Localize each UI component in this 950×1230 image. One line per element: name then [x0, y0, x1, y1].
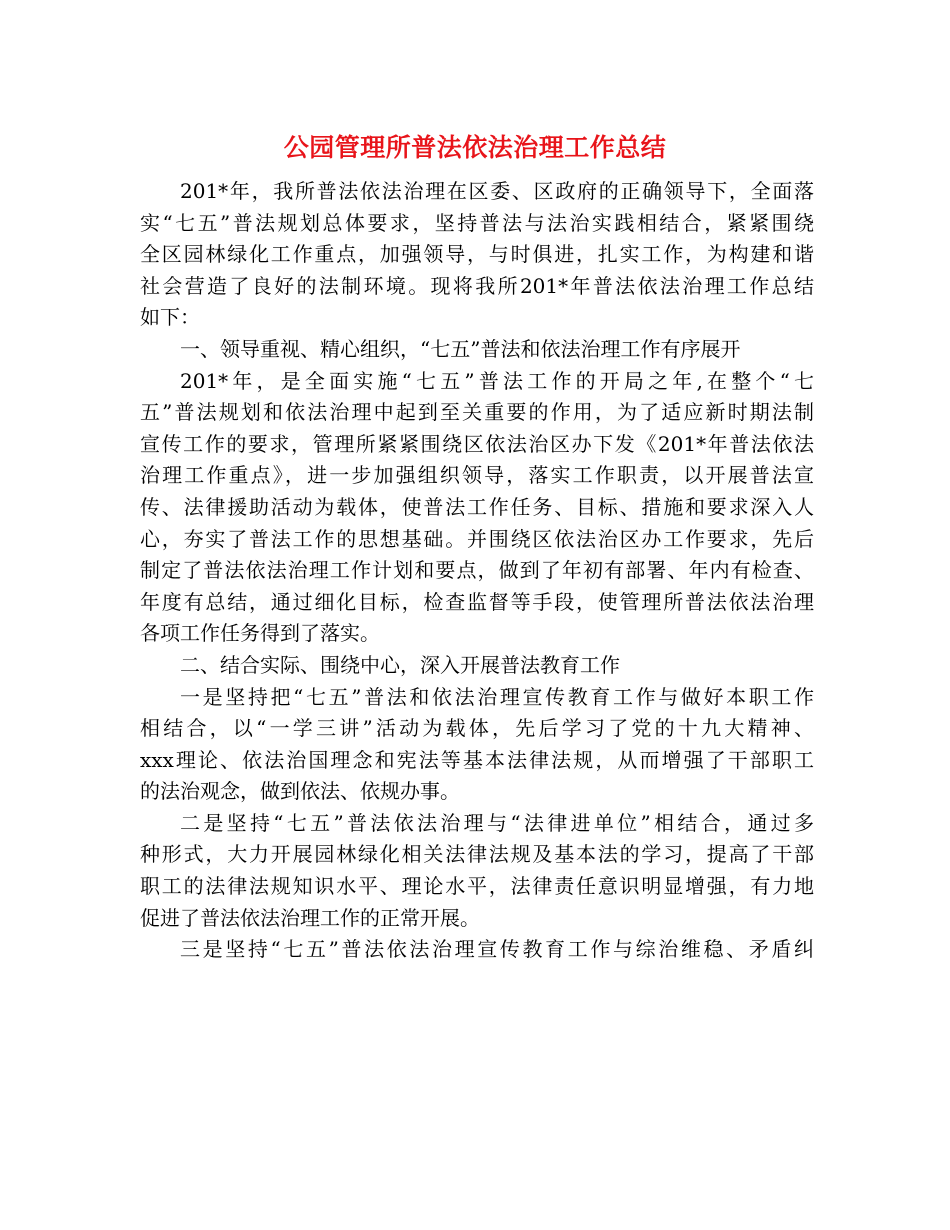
paragraph-line: 治理工作重点》，进一步加强组织领导，落实工作职责，以开展普法宣 [140, 463, 814, 488]
paragraph-line: 如下： [140, 305, 200, 330]
paragraph-line: 一是坚持把“七五”普法和依法治理宣传教育工作与做好本职工作 [180, 684, 814, 709]
paragraph-line: 一、领导重视、精心组织，“七五”普法和依法治理工作有序展开 [180, 336, 741, 361]
paragraph-line: 制定了普法依法治理工作计划和要点，做到了年初有部署、年内有检查、 [140, 558, 814, 583]
document-title: 公园管理所普法依法治理工作总结 [283, 133, 667, 162]
paragraph-line: xxx理论、依法治国理念和宪法等基本法律法规，从而增强了干部职工 [140, 747, 814, 772]
paragraph-line: 心，夯实了普法工作的思想基础。并围绕区依法治区办工作要求，先后 [140, 526, 814, 551]
paragraph-line: 社会营造了良好的法制环境。现将我所201*年普法依法治理工作总结 [140, 273, 814, 298]
paragraph-line: 的法治观念，做到依法、依规办事。 [140, 779, 460, 804]
paragraph-line: 传、法律援助活动为载体，使普法工作任务、目标、措施和要求深入人 [140, 494, 814, 519]
paragraph-line: 201*年，是全面实施“七五”普法工作的开局之年,在整个“七 [180, 368, 814, 393]
paragraph-line: 年度有总结，通过细化目标，检查监督等手段，使管理所普法依法治理 [140, 589, 814, 614]
paragraph-line: 全区园林绿化工作重点，加强领导，与时俱进，扎实工作，为构建和谐 [140, 242, 814, 267]
paragraph-line: 二、结合实际、围绕中心，深入开展普法教育工作 [180, 652, 620, 677]
paragraph-line: 各项工作任务得到了落实。 [140, 621, 380, 646]
document-body [140, 176, 814, 966]
paragraph-line: 宣传工作的要求，管理所紧紧围绕区依法治区办下发《201*年普法依法 [140, 431, 814, 456]
paragraph-line: 促进了普法依法治理工作的正常开展。 [140, 905, 480, 930]
paragraph-line: 职工的法律法规知识水平、理论水平，法律责任意识明显增强，有力地 [140, 874, 814, 899]
paragraph-line: 三是坚持“七五”普法依法治理宣传教育工作与综治维稳、矛盾纠 [180, 937, 814, 962]
paragraph-line: 201*年，我所普法依法治理在区委、区政府的正确领导下，全面落 [180, 179, 814, 203]
paragraph-line: 二是坚持“七五”普法依法治理与“法律进单位”相结合，通过多 [180, 810, 814, 835]
paragraph-line: 五”普法规划和依法治理中起到至关重要的作用，为了适应新时期法制 [140, 400, 814, 425]
paragraph-line: 实“七五”普法规划总体要求，坚持普法与法治实践相结合，紧紧围绕 [140, 210, 814, 235]
paragraph-line: 相结合，以“一学三讲”活动为载体，先后学习了党的十九大精神、 [140, 716, 814, 741]
paragraph-line: 种形式，大力开展园林绿化相关法律法规及基本法的学习，提高了干部 [140, 842, 814, 867]
